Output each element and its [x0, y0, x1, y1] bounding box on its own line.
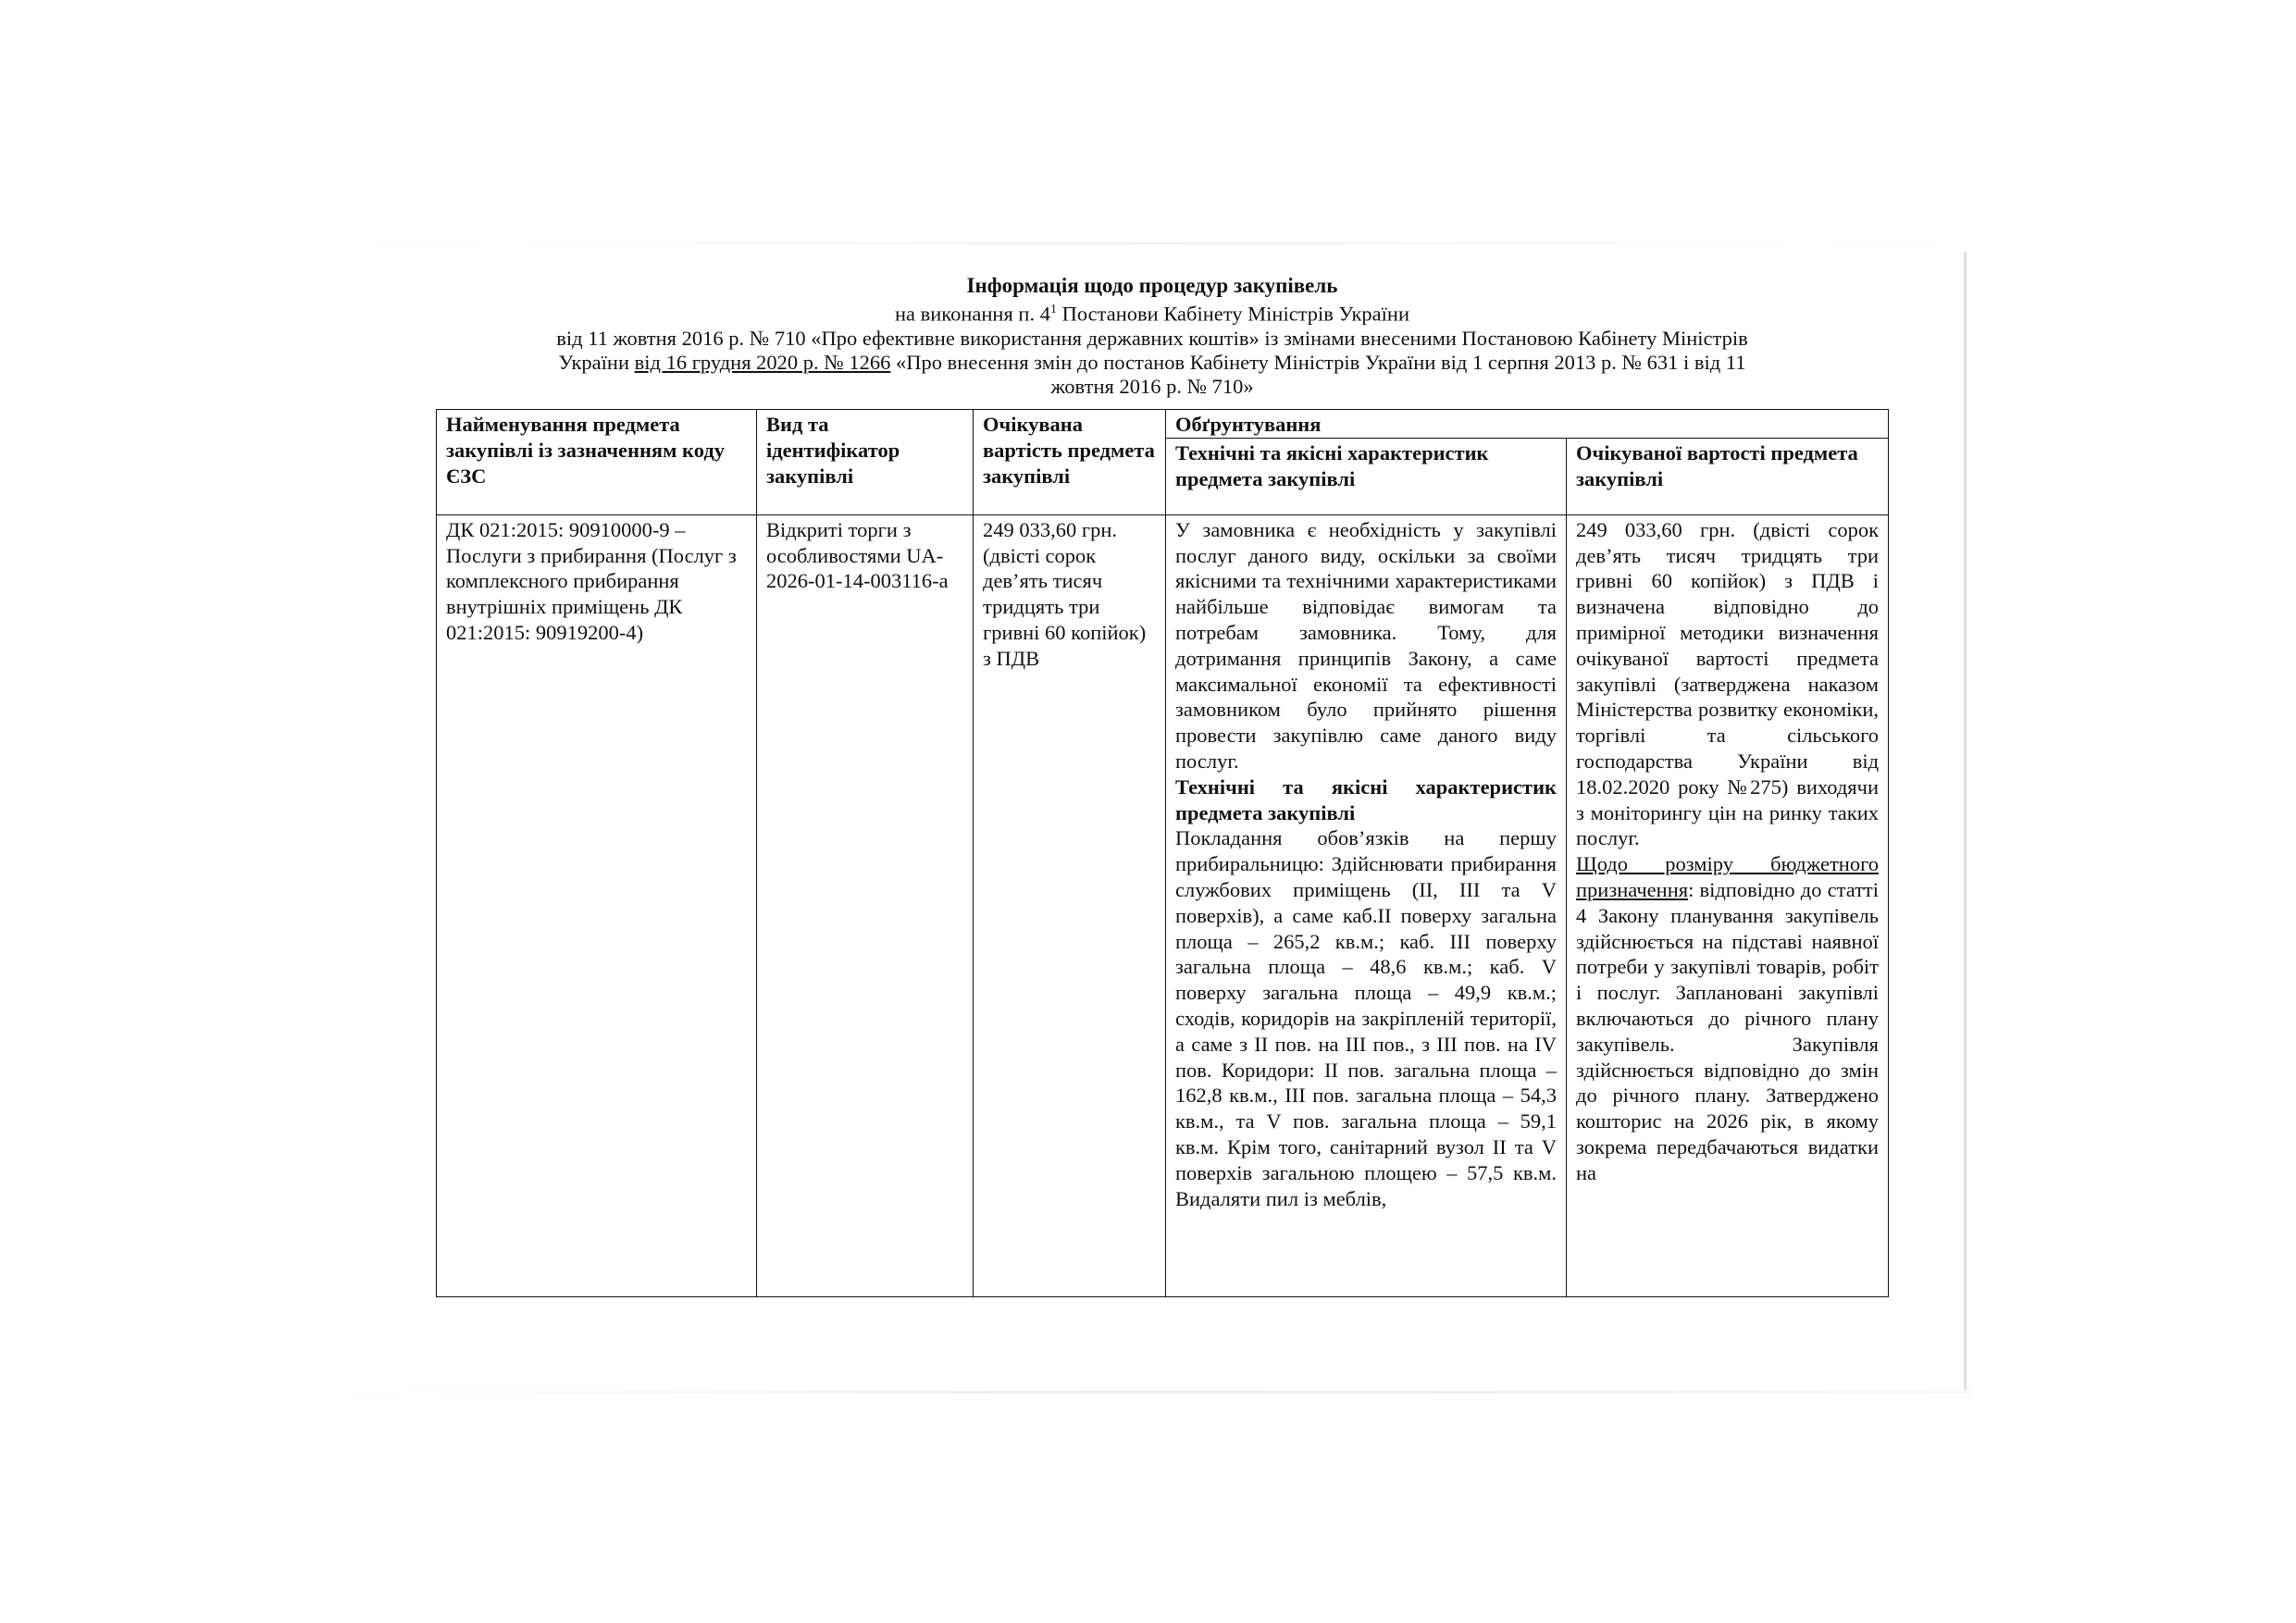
document-title: Інформація щодо процедур закупівель — [966, 274, 1338, 297]
header-line-2-text: на виконання п. 4 — [894, 302, 1050, 326]
cost-budget — [1576, 851, 1879, 1185]
header-line-3: від 11 жовтня 2016 р. № 710 «Про ефективне використання державних коштів» із змінами внесеними Постановою Кабінету Міністрів — [556, 326, 1748, 350]
header-subject: Найменування предмета закупівлі із зазначенням коду ЄЗС — [437, 410, 757, 515]
header-expected-value: Очікувана вартість предмета закупівлі — [974, 410, 1166, 515]
procurement-table — [436, 409, 1889, 1297]
scan-page-edge-top — [342, 242, 1971, 244]
header-line-4-prefix: України — [558, 350, 635, 374]
cell-procedure: Відкриті торги з особливостями UA-2026-01-14-003116-a — [757, 514, 974, 1296]
cost-budget-text: : відповідно до статті 4 Закону планування закупівель здійснюється на підставі наявної потреби у закупівлі товарів, робіт і послуг. Заплановані закупівлі включаються до річного плану закупівель. Закупівля здійснюється відповідно до змін до річного плану. Затверджено кошторис на 2026 рік, в якому зокрема передбачаються видатки на — [1576, 877, 1880, 1184]
scan-page-edge-right — [1964, 252, 1967, 1390]
header-line-5: жовтня 2016 р. № 710» — [1050, 374, 1254, 398]
document-header — [444, 274, 1860, 399]
cost-intro: 249 033,60 грн. (двісті сорок дев’ять тисяч тридцять три гривні 60 копійок) з ПДВ і визначена відповідно до примірної методики визначення очікуваної вартості предмета закупівлі (затверджена наказом Міністерства розвитку економіки, торгівлі та сільського господарства України від 18.02.2020 року №275) виходячи з моніторингу цін на ринку таких послуг. — [1576, 517, 1880, 850]
cell-subject: ДК 021:2015: 90910000-9 – Послуги з прибирання (Послуг з комплексного прибирання внутрішніх приміщень ДК 021:2015: 90919200-4) — [437, 514, 757, 1296]
technical-intro: У замовника є необхідність у закупівлі послуг даного виду, оскільки за своїми якісними та технічними характеристиками найбільше відповідає вимогам та потребам замовника. Тому, для дотримання принципів Закону, а саме максимальної економії та ефективності замовником було прийнято рішення провести закупівлю саме даного виду послуг. — [1175, 517, 1557, 773]
cell-technical — [1166, 514, 1567, 1296]
header-line-2-superscript: 1 — [1049, 303, 1057, 316]
header-technical-characteristics: Технічні та якісні характеристик предмета закупівлі — [1166, 438, 1567, 514]
header-justification: Обґрунтування — [1166, 410, 1889, 439]
cell-cost — [1567, 514, 1889, 1296]
header-line-2-rest: Постанови Кабінету Міністрів України — [1056, 302, 1409, 326]
technical-body: Покладання обов’язків на першу прибиральницю: Здійснювати прибирання службових приміщень (ІІ, ІІІ та V поверхів), а саме каб.ІІ поверху загальна площа – 265,2 кв.м.; каб. ІІІ поверху загальна площа – 48,6 кв.м.; каб. V поверху загальна площа – 49,9 кв.м.; сходів, коридорів на закріпленій території, а саме з ІІ пов. на ІІІ пов., з ІІІ пов. на IV пов. Коридори: ІІ пов. загальна площа – 162,8 кв.м., ІІІ пов. загальна площа – 54,3 кв.м., та V пов. загальна площа – 59,1 кв.м. Крім того, санітарний вузол ІІ та V поверхів загальною площею – 57,5 кв.м. Видаляти пил із меблів, — [1175, 826, 1557, 1210]
header-procedure: Вид та ідентифікатор закупівлі — [757, 410, 974, 515]
cost-budget-label: Щодо розміру бюджетного призначення — [1576, 852, 1880, 901]
header-line-4-rest: «Про внесення змін до постанов Кабінету Міністрів України від 1 серпня 2013 р. № 631 і від 11 — [890, 350, 1746, 374]
table-row — [437, 514, 1889, 1296]
scan-page-edge-bottom — [324, 1391, 1971, 1394]
header-expected-cost: Очікуваної вартості предмета закупівлі — [1567, 438, 1889, 514]
header-line-2 — [444, 298, 1860, 327]
technical-heading: Технічні та якісні характеристик предмета закупівлі — [1175, 774, 1557, 824]
header-resolution-reference: від 16 грудня 2020 р. № 1266 — [634, 350, 891, 374]
table-header-row — [437, 410, 1889, 439]
header-line-4 — [444, 351, 1860, 375]
cell-value: 249 033,60 грн. (двісті сорок дев’ять тисяч тридцять три гривні 60 копійок) з ПДВ — [974, 514, 1166, 1296]
